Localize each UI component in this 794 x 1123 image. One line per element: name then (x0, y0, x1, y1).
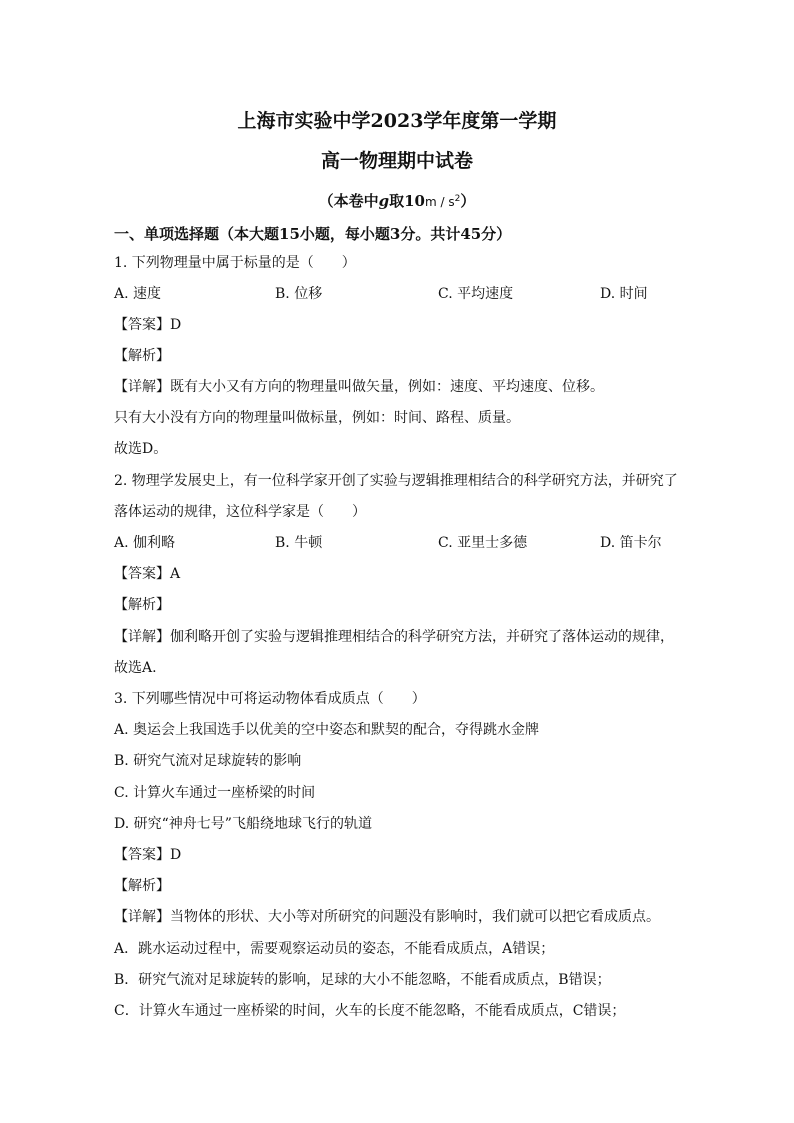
question-2-detail-line: 故选A. (114, 660, 157, 676)
gravity-symbol: g (378, 192, 390, 210)
question-1-option-b: B. 位移 (275, 286, 323, 302)
gravity-note-suffix: ） (460, 192, 476, 210)
gravity-note-prefix: （本卷中 (318, 192, 379, 210)
question-2-stem-line: 2. 物理学发展史上，有一位科学家开创了实验与逻辑推理相结合的科学研究方法，并研究了 (114, 473, 678, 489)
question-3-option-b: B. 研究气流对足球旋转的影响 (114, 753, 302, 769)
question-2-stem-line: 落体运动的规律，这位科学家是（ ） (114, 504, 366, 520)
exam-subtitle: 高一物理期中试卷 (320, 150, 473, 172)
question-3-detail-line: A．跳水运动过程中，需要观察运动员的姿态，不能看成质点，A错误； (114, 941, 555, 957)
question-1-answer: 【答案】D (114, 317, 182, 333)
question-1-option-a: A. 速度 (114, 286, 162, 302)
section-heading: 一、单项选择题（本大题15小题，每小题3分。共计45分） (114, 225, 512, 243)
question-3-option-d: D. 研究“神舟七号”飞船绕地球飞行的轨道 (114, 816, 372, 832)
question-1-option-c: C. 平均速度 (438, 286, 514, 302)
question-3-detail-line: 【详解】当物体的形状、大小等对所研究的问题没有影响时，我们就可以把它看成质点。 (114, 909, 660, 925)
question-3-option-a: A. 奥运会上我国选手以优美的空中姿态和默契的配合，夺得跳水金牌 (114, 722, 540, 738)
question-2-option-a: A. 伽利略 (114, 535, 176, 551)
gravity-unit (425, 195, 460, 209)
question-1-detail-line: 【详解】既有大小又有方向的物理量叫做矢量，例如：速度、平均速度、位移。 (114, 379, 604, 395)
question-2-analysis-label: 【解析】 (114, 597, 170, 613)
question-3-option-c: C. 计算火车通过一座桥梁的时间 (114, 785, 316, 801)
question-3-answer: 【答案】D (114, 847, 182, 863)
question-1-detail-line: 只有大小没有方向的物理量叫做标量，例如：时间、路程、质量。 (114, 410, 520, 426)
exam-title: 上海市实验中学2023学年度第一学期 (237, 110, 557, 132)
question-2-detail-line: 【详解】伽利略开创了实验与逻辑推理相结合的科学研究方法，并研究了落体运动的规律， (114, 629, 674, 645)
question-2-option-c: C. 亚里士多德 (438, 535, 528, 551)
question-2-option-d: D. 笛卡尔 (600, 535, 662, 551)
question-1-option-d: D. 时间 (600, 286, 648, 302)
question-3-stem: 3. 下列哪些情况中可将运动物体看成质点（ ） (114, 691, 426, 707)
question-1-analysis-label: 【解析】 (114, 348, 170, 364)
gravity-unit-exponent: 2 (454, 194, 461, 204)
question-3-analysis-label: 【解析】 (114, 878, 170, 894)
question-3-detail-line: C．计算火车通过一座桥梁的时间，火车的长度不能忽略，不能看成质点，C错误； (114, 1003, 626, 1019)
question-1-stem: 1. 下列物理量中属于标量的是（ ） (114, 255, 356, 271)
question-2-option-b: B. 牛顿 (275, 535, 323, 551)
gravity-note-mid: 取10 (389, 192, 425, 210)
question-3-detail-line: B．研究气流对足球旋转的影响，足球的大小不能忽略，不能看成质点，B错误； (114, 972, 611, 988)
question-1-detail-line: 故选D。 (114, 441, 168, 457)
gravity-unit-text: m / s (425, 195, 455, 209)
question-2-answer: 【答案】A (114, 566, 181, 582)
gravity-note (0, 190, 794, 211)
